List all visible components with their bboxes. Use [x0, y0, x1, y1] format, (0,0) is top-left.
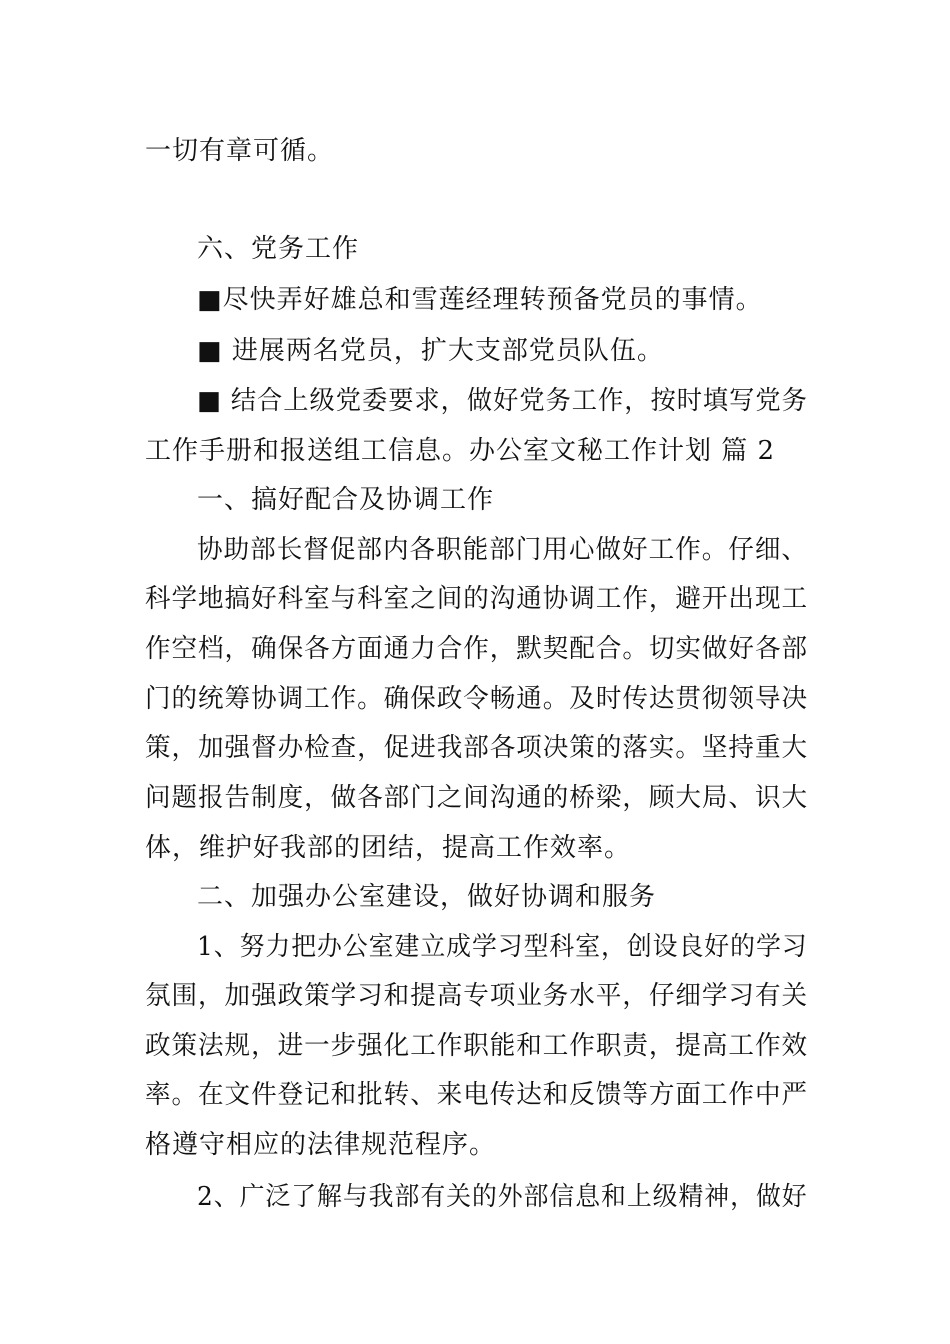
paragraph-line: 2、广泛了解与我部有关的外部信息和上级精神，做好 — [197, 1182, 808, 1212]
paragraph-line: 率。在文件登记和批转、来电传达和反馈等方面工作中严 — [145, 1080, 809, 1110]
paragraph-line: 问题报告制度，做各部门之间沟通的桥梁，顾大局、识大 — [145, 783, 809, 813]
paragraph-line: 一切有章可循。 — [145, 136, 335, 166]
paragraph-line: 作空档，确保各方面通力合作，默契配合。切实做好各部 — [145, 634, 809, 664]
paragraph-line: 策，加强督办检查，促进我部各项决策的落实。坚持重大 — [145, 733, 809, 763]
paragraph-line: 氛围，加强政策学习和提高专项业务水平，仔细学习有关 — [145, 981, 809, 1011]
paragraph-line: 协助部长督促部内各职能部门用心做好工作。仔细、 — [197, 535, 809, 565]
section-heading: 一、搞好配合及协调工作 — [197, 485, 495, 515]
bullet-item: ■尽快弄好雄总和雪莲经理转预备党员的事情。 — [197, 285, 763, 315]
paragraph-line: 科学地搞好科室与科室之间的沟通协调工作，避开出现工 — [145, 584, 809, 614]
paragraph-line: 体，维护好我部的团结，提高工作效率。 — [145, 833, 632, 863]
paragraph-line: 格遵守相应的法律规范程序。 — [145, 1130, 497, 1160]
paragraph-line: 门的统筹协调工作。确保政令畅通。及时传达贯彻领导决 — [145, 684, 809, 714]
section-heading: 二、加强办公室建设，做好协调和服务 — [197, 882, 657, 912]
paragraph-line: 工作手册和报送组工信息。办公室文秘工作计划 篇 2 — [145, 436, 776, 466]
bullet-item: ■ 结合上级党委要求，做好党务工作，按时填写党务 — [197, 386, 808, 416]
bullet-item: ■ 进展两名党员，扩大支部党员队伍。 — [197, 336, 664, 366]
paragraph-line: 政策法规，进一步强化工作职能和工作职责，提高工作效 — [145, 1031, 809, 1061]
section-heading: 六、党务工作 — [197, 234, 360, 264]
paragraph-line: 1、努力把办公室建立成学习型科室，创设良好的学习 — [197, 932, 808, 962]
